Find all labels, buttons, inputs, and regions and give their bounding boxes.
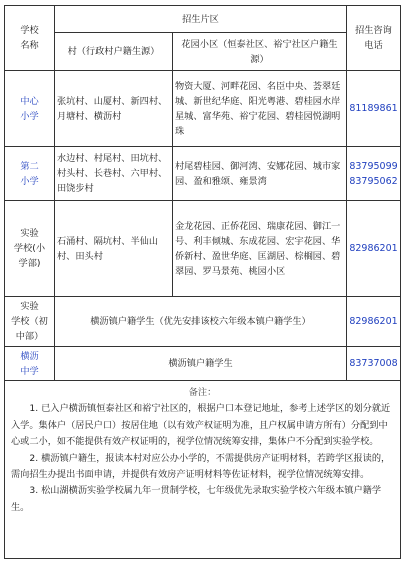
school-name-cell: 实验 学校（初 中部） xyxy=(5,297,55,347)
note-item: 3. 松山湖横沥实验学校属九年一贯制学校，七年级优先录取实验学校六年级本镇户籍学生。 xyxy=(11,485,382,513)
header-garden: 花园小区（恒泰社区、裕宁社区户籍生源） xyxy=(173,33,347,71)
merged-zone-cell: 横沥镇户籍学生（优先安排该校六年级本镇户籍学生） xyxy=(55,297,347,347)
garden-cell: 村尾碧桂园、御河湾、安娜花园、城市家园、盈和雅颂、雍景湾 xyxy=(173,147,347,201)
phone-cell: 83795099 83795062 xyxy=(347,147,401,201)
header-village: 村（行政村户籍生源） xyxy=(55,33,173,71)
village-cell: 张坑村、山厦村、新四村、月塘村、横沥村 xyxy=(55,71,173,147)
garden-cell: 金龙花园、正侨花园、瑞康花园、御江一号、利丰倾城、东成花园、宏宇花园、华侨新村、盈世华庭、匡湖居、棕榈园、碧翠园、罗马景苑、桃园小区 xyxy=(173,201,347,297)
table-row xyxy=(5,71,401,147)
header-hotline: 招生咨询 电话 xyxy=(347,6,401,71)
school-name-cell: 实验 学校(小 学部) xyxy=(5,201,55,297)
notes-title: 备注： xyxy=(188,387,217,398)
note-item: 1. 已入户横沥镇恒泰社区和裕宁社区的，根据户口本登记地址，参考上述学区的划分就近入学。集体户（居民户口）按居住地（以有效产权证明为准，且户权属申请方所有）分配到中心或二小，如不能提供有效产权证明的，视学位情况统筹安排，集体户不分配到实验学校。 xyxy=(11,403,391,448)
garden-cell: 物资大厦、河畔花园、名臣中央、荟翠廷城、新世纪华庭、阳光粤港、碧桂园水岸星城、富华苑、裕宁花园、碧桂园悦湖明珠 xyxy=(173,71,347,147)
phone-cell: 82986201 xyxy=(347,297,401,347)
table-row xyxy=(5,147,401,201)
village-cell: 水边村、村尾村、田坑村、村头村、长巷村、六甲村、田饶步村 xyxy=(55,147,173,201)
enrollment-table xyxy=(4,5,401,559)
phone-cell: 81189861 xyxy=(347,71,401,147)
header-school-name: 学校 名称 xyxy=(5,6,55,71)
school-name-cell: 横沥 中学 xyxy=(5,347,55,381)
header-zone: 招生片区 xyxy=(55,6,347,33)
phone-cell: 83737008 xyxy=(347,347,401,381)
table-row xyxy=(5,297,401,347)
school-name-cell: 中心 小学 xyxy=(5,71,55,147)
village-cell: 石涌村、隔坑村、半仙山村、田头村 xyxy=(55,201,173,297)
phone-cell: 82986201 xyxy=(347,201,401,297)
notes-cell xyxy=(5,381,401,559)
merged-zone-cell: 横沥镇户籍学生 xyxy=(55,347,347,381)
table-row xyxy=(5,201,401,297)
notes-row xyxy=(5,381,401,559)
table-row xyxy=(5,347,401,381)
note-item: 2. 横沥镇户籍生，报读本村对应公办小学的，不需提供房产证明材料，若跨学区报读的，需向招生办提出书面申请，并提供有效房产证明材料等佐证材料，视学位情况统筹安排。 xyxy=(11,452,391,481)
school-name-cell: 第二 小学 xyxy=(5,147,55,201)
